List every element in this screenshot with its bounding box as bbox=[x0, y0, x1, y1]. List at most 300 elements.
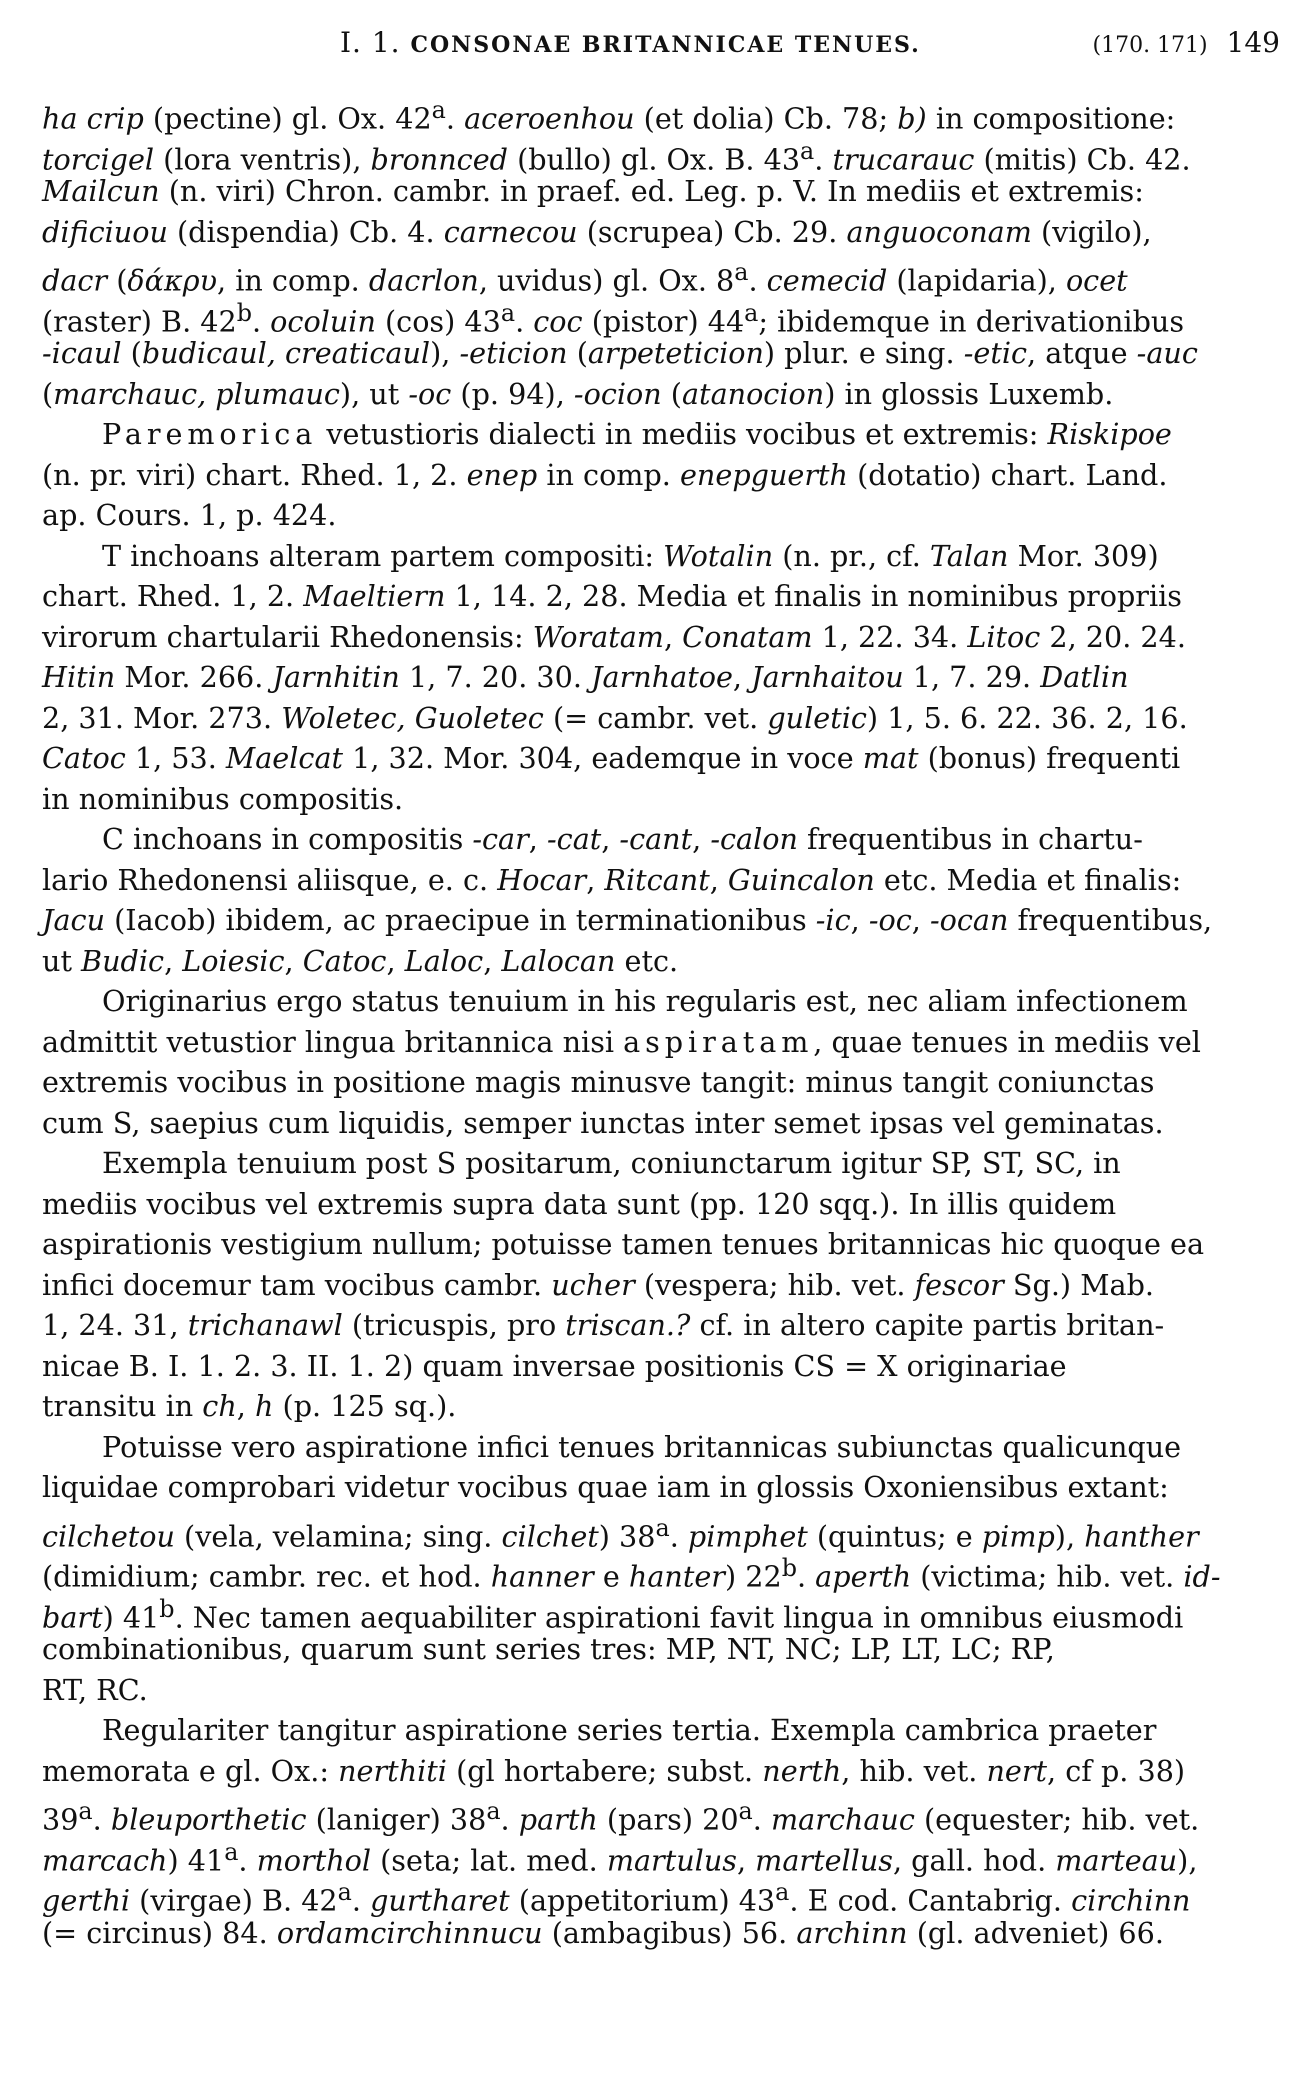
text-run: (virgae) B. 42 bbox=[130, 1883, 338, 1918]
folio-superscript: a bbox=[500, 298, 516, 327]
folio-superscript: a bbox=[486, 1797, 501, 1825]
text-run: T inchoans alteram partem compositi: bbox=[102, 538, 664, 573]
text-run: ) 38 bbox=[598, 1519, 656, 1554]
text-run: , in comp. bbox=[217, 263, 369, 298]
text-line bbox=[102, 536, 1282, 576]
text-run: (cos) 43 bbox=[375, 304, 501, 339]
italic-term: bronnced bbox=[370, 142, 509, 177]
italic-term: enepguerth bbox=[679, 457, 848, 492]
text-line bbox=[42, 1589, 1282, 1635]
folio-superscript: a bbox=[431, 96, 446, 124]
text-run: , bbox=[284, 943, 303, 978]
italic-term: Jacu bbox=[42, 903, 106, 937]
text-run: ), ut bbox=[339, 376, 409, 411]
folio-superscript: b bbox=[159, 1594, 175, 1623]
text-run: . bbox=[251, 304, 271, 339]
text-run: Exempla tenuium post S positarum, coniunctarum igitur SP, ST, SC, in bbox=[102, 1146, 1121, 1180]
italic-term: -oc bbox=[868, 903, 912, 937]
italic-term: Loiesic bbox=[182, 943, 285, 978]
text-run: in comp. bbox=[537, 457, 680, 492]
text-run: e bbox=[593, 1559, 629, 1594]
text-run: vetustioris dialecti in mediis vocibus et extremis: bbox=[317, 417, 1048, 451]
text-run: RT, RC. bbox=[42, 1672, 148, 1707]
section-heading: CONSONAE BRITANNICAE TENUES. bbox=[410, 32, 921, 58]
italic-term: marcach bbox=[42, 1843, 168, 1878]
text-line bbox=[42, 131, 1282, 177]
italic-term: -oc bbox=[408, 376, 452, 411]
text-line bbox=[42, 1022, 1282, 1062]
text-run: . bbox=[500, 1802, 519, 1837]
text-run: ( bbox=[567, 336, 588, 370]
italic-term: ha crip bbox=[42, 101, 144, 136]
text-run: ( bbox=[121, 336, 142, 370]
section-number: I. 1. bbox=[340, 26, 401, 59]
text-run: . bbox=[796, 1559, 816, 1594]
italic-term: cemecid bbox=[766, 263, 888, 298]
text-run: (gl hortabere; subst. bbox=[446, 1753, 763, 1788]
italic-term: dacr bbox=[42, 263, 108, 298]
text-run: (pars) 20 bbox=[597, 1802, 739, 1837]
text-line bbox=[42, 1629, 1282, 1669]
text-run: (vela, velamina; sing. bbox=[174, 1519, 502, 1554]
text-run: etc. bbox=[615, 943, 679, 978]
text-run: extremis vocibus in positione magis minusve tangit: minus tangit coniunctas bbox=[42, 1065, 1155, 1099]
text-run: . E cod. Cantabrig. bbox=[789, 1883, 1072, 1918]
text-run: ; ibidemque in derivationibus bbox=[758, 304, 1185, 339]
text-run: , bbox=[663, 619, 683, 654]
text-line bbox=[42, 212, 1282, 252]
text-run: . bbox=[669, 1519, 688, 1554]
italic-term: Maeltiern bbox=[303, 579, 446, 613]
text-run: ( bbox=[661, 376, 682, 411]
text-run: , bbox=[911, 903, 930, 937]
text-run: , bbox=[164, 943, 183, 978]
italic-term: atanocion bbox=[681, 376, 825, 411]
text-run: 39 bbox=[42, 1802, 79, 1837]
text-run: ), bbox=[430, 336, 460, 370]
text-run: . bbox=[351, 1883, 371, 1918]
text-run: (victima; hib. vet. bbox=[911, 1559, 1184, 1594]
italic-term: gurtharet bbox=[370, 1883, 510, 1918]
italic-term: carnecou bbox=[443, 214, 578, 249]
italic-term: -ocan bbox=[929, 903, 1009, 937]
italic-term: dificiuou bbox=[42, 214, 168, 249]
italic-term: martulus bbox=[606, 1843, 737, 1878]
text-run: nicae B. I. 1. 2. 3. II. 1. 2) quam inversae positionis CS = X originariae bbox=[42, 1348, 1067, 1383]
folio-superscript: a bbox=[775, 1878, 790, 1906]
text-run: , uvidus) gl. Ox. 8 bbox=[478, 263, 735, 298]
text-run: (laniger) 38 bbox=[306, 1802, 487, 1837]
text-run: , bbox=[736, 1843, 756, 1878]
text-line bbox=[42, 1386, 1282, 1426]
italic-term: ocet bbox=[1065, 263, 1128, 298]
italic-term: Lalocan bbox=[501, 943, 616, 978]
text-line bbox=[42, 374, 1282, 414]
text-run: memorata e gl. Ox.: bbox=[42, 1753, 339, 1788]
italic-term: aperth bbox=[815, 1559, 912, 1594]
text-run: . bbox=[92, 1802, 111, 1837]
italic-term: h bbox=[254, 1389, 274, 1423]
text-run: ) plur. e sing. bbox=[763, 336, 964, 370]
text-run: , gall. hod. bbox=[892, 1843, 1056, 1878]
text-run: (Iacob) ibidem, ac praecipue in terminationibus bbox=[105, 903, 816, 937]
italic-term: guletic bbox=[767, 700, 867, 735]
text-run: frequentibus in chartu- bbox=[797, 822, 1143, 856]
text-run: , bbox=[709, 862, 728, 897]
italic-term: Hitin bbox=[42, 660, 116, 694]
folio-superscript: a bbox=[734, 258, 749, 286]
text-run: (pectine) gl. Ox. 42 bbox=[143, 101, 432, 136]
italic-term: nert bbox=[986, 1753, 1048, 1788]
text-run: (bullo) gl. Ox. B. 43 bbox=[508, 142, 801, 177]
italic-term: ordamcirchinnucu bbox=[276, 1915, 543, 1950]
text-run: Regulariter tangitur aspiratione series tertia. Exempla cambrica praeter bbox=[102, 1713, 1157, 1747]
text-line bbox=[42, 1467, 1282, 1507]
text-line bbox=[42, 90, 1282, 136]
text-run: , cf p. 38) bbox=[1047, 1753, 1186, 1788]
folio-superscript: a bbox=[337, 1878, 352, 1906]
italic-term: aceroenhou bbox=[464, 101, 635, 136]
text-run: 2, 31. Mor. 273. bbox=[42, 700, 282, 735]
text-run: (tricuspis, pro bbox=[342, 1308, 566, 1342]
text-run: (p. 94), bbox=[451, 376, 574, 411]
italic-term: trichanawl bbox=[187, 1308, 343, 1342]
text-line bbox=[42, 1265, 1282, 1305]
text-run: liquidae comprobari videtur vocibus quae iam in glossis Oxoniensibus extant: bbox=[42, 1470, 1169, 1504]
text-run: (= cambr. vet. bbox=[543, 700, 768, 735]
italic-term: Budic bbox=[81, 943, 165, 978]
text-run: , bbox=[850, 903, 869, 937]
text-line bbox=[42, 1670, 1282, 1710]
italic-term: Datlin bbox=[1040, 660, 1129, 694]
text-run: Mor. 266. bbox=[115, 660, 273, 694]
text-run: ) 22 bbox=[724, 1559, 782, 1594]
text-run: (n. pr., cf. bbox=[773, 538, 930, 573]
text-line bbox=[42, 738, 1282, 778]
text-line bbox=[42, 576, 1282, 616]
text-line bbox=[42, 1548, 1282, 1594]
text-run: lario Rhedonensi aliisque, e. c. bbox=[42, 862, 498, 897]
italic-term: archinn bbox=[796, 1915, 908, 1950]
text-run: , quae tenues in mediis vel bbox=[813, 1024, 1201, 1059]
italic-term: martellus bbox=[755, 1843, 893, 1878]
text-run: in nominibus compositis. bbox=[42, 781, 404, 816]
text-run: (vespera; hib. vet. bbox=[634, 1267, 915, 1302]
text-run: 2, 20. 24. bbox=[1040, 619, 1186, 654]
italic-term: id- bbox=[1183, 1559, 1221, 1594]
italic-term: Jarnhaitou bbox=[751, 660, 904, 694]
italic-term: -car bbox=[472, 822, 529, 856]
folio-superscript: a bbox=[800, 136, 815, 165]
italic-term: pimp bbox=[981, 1519, 1055, 1554]
text-run: (et dolia) Cb. 78; bbox=[634, 101, 898, 136]
text-run: (gl. adveniet) 66. bbox=[907, 1915, 1164, 1950]
italic-term: Hocar bbox=[497, 862, 587, 897]
italic-term: arpeteticion bbox=[587, 336, 764, 370]
running-header bbox=[110, 26, 1280, 78]
italic-term: marteau bbox=[1055, 1843, 1178, 1878]
text-run: Sg.) Mab. bbox=[1003, 1267, 1155, 1302]
text-line bbox=[42, 941, 1282, 981]
spaced-term: Paremorica bbox=[102, 417, 318, 451]
italic-term: -calon bbox=[710, 822, 798, 856]
text-line bbox=[42, 1103, 1282, 1143]
text-run: (dispendia) Cb. 4. bbox=[167, 214, 444, 249]
text-run: (vigilo), bbox=[1031, 214, 1152, 249]
italic-term: Ritcant bbox=[604, 862, 710, 897]
folio-superscript: a bbox=[224, 1837, 239, 1866]
text-line bbox=[42, 1508, 1282, 1554]
text-run: ( bbox=[107, 263, 128, 298]
italic-term: Jarnhatoe bbox=[591, 660, 733, 694]
text-line bbox=[42, 293, 1282, 339]
text-line bbox=[42, 1305, 1282, 1345]
text-line bbox=[102, 1143, 1282, 1183]
text-line bbox=[42, 1751, 1282, 1791]
text-run: (appetitorium) 43 bbox=[509, 1883, 776, 1918]
text-run: (ambagibus) 56. bbox=[542, 1915, 797, 1950]
italic-term: -cat bbox=[546, 822, 602, 856]
italic-term: bleuporthetic bbox=[110, 1802, 307, 1837]
italic-term: dacrlon bbox=[368, 263, 479, 298]
text-line bbox=[42, 860, 1282, 900]
text-run: ), bbox=[1054, 1519, 1085, 1554]
italic-term: hanter bbox=[628, 1559, 725, 1594]
text-run: cum S, saepius cum liquidis, semper iunctas inter semet ipsas vel geminatas. bbox=[42, 1105, 1164, 1140]
text-run: 1, 32. Mor. 304, eademque in voce bbox=[343, 741, 863, 775]
text-run: (quintus; e bbox=[807, 1519, 982, 1554]
folio-superscript: a bbox=[78, 1797, 93, 1825]
text-run: mediis vocibus vel extremis supra data sunt (pp. 120 sqq.). In illis quidem bbox=[42, 1186, 1117, 1221]
italic-term: morthol bbox=[256, 1843, 372, 1878]
text-line bbox=[42, 617, 1282, 657]
text-run: etc. Media et finalis: bbox=[874, 862, 1182, 897]
italic-term: -cant bbox=[619, 822, 693, 856]
italic-term: nerthiti bbox=[338, 1753, 447, 1788]
text-run: (seta; lat. med. bbox=[371, 1843, 607, 1878]
italic-term: cilchet bbox=[501, 1519, 599, 1554]
italic-term: Riskipoe bbox=[1047, 417, 1172, 451]
italic-term: Guincalon bbox=[727, 862, 875, 897]
italic-term: Talan bbox=[929, 538, 1009, 573]
page-reference bbox=[1093, 26, 1281, 59]
text-run: , atque bbox=[1027, 336, 1137, 370]
italic-term: enep bbox=[466, 457, 538, 492]
folio-superscript: b bbox=[781, 1554, 797, 1582]
text-run: , bbox=[732, 660, 752, 694]
italic-term: hanther bbox=[1084, 1519, 1199, 1554]
text-line bbox=[42, 900, 1282, 940]
text-run: combinationibus, quarum sunt series tres: MP, NT, NC; LP, LT, LC; RP, bbox=[42, 1632, 1055, 1666]
column-reference: (170. 171) bbox=[1092, 33, 1208, 58]
italic-term: marchauc bbox=[770, 1802, 915, 1837]
text-run: ) 1, 5. 6. 22. 36. 2, 16. bbox=[866, 700, 1188, 735]
text-line bbox=[42, 333, 1282, 373]
text-run: aspirationis vestigium nullum; potuisse tamen tenues britannicas hic quoque ea bbox=[42, 1227, 1205, 1261]
italic-term: budicaul, creaticaul bbox=[141, 336, 431, 370]
text-run: frequentibus, bbox=[1008, 903, 1213, 937]
text-run: ) in glossis Luxemb. bbox=[824, 376, 1114, 411]
text-run: Originarius ergo status tenuium in his regularis est, nec aliam infectionem bbox=[102, 984, 1188, 1018]
text-run: (pistor) 44 bbox=[582, 304, 745, 339]
spaced-term: aspiratam bbox=[623, 1024, 814, 1059]
text-run: virorum chartularii Rhedonensis: bbox=[42, 619, 533, 654]
italic-term: -ocion bbox=[573, 376, 662, 411]
text-run: Potuisse vero aspiratione infici tenues britannicas subiunctas qualicunque bbox=[102, 1429, 1182, 1464]
italic-term: Catoc bbox=[42, 741, 126, 775]
text-run: (dotatio) chart. Land. bbox=[847, 457, 1168, 492]
text-run: (scrupea) Cb. 29. bbox=[577, 214, 847, 249]
italic-term: Laloc bbox=[404, 943, 484, 978]
text-run: ap. Cours. 1, p. 424. bbox=[42, 498, 337, 532]
text-line bbox=[42, 1872, 1282, 1918]
italic-term: -etic bbox=[963, 336, 1028, 370]
italic-term: anguoconam bbox=[846, 214, 1032, 249]
italic-term: -ic bbox=[815, 903, 851, 937]
text-run: 1, 7. 20. 30. bbox=[399, 660, 592, 694]
text-run: in compositione: bbox=[926, 101, 1176, 136]
text-run: (bonus) frequenti bbox=[918, 741, 1181, 775]
italic-term: Woletec, Guoletec bbox=[281, 700, 544, 735]
text-run: 1, 7. 29. bbox=[903, 660, 1041, 694]
text-line bbox=[42, 1062, 1282, 1102]
italic-term: ucher bbox=[551, 1267, 635, 1302]
italic-term: -eticion bbox=[459, 336, 568, 370]
text-run: (lapidaria), bbox=[887, 263, 1066, 298]
text-run: ) 41 bbox=[102, 1600, 160, 1635]
text-line bbox=[42, 657, 1282, 697]
italic-term: -icaul bbox=[42, 336, 122, 370]
text-line bbox=[102, 981, 1282, 1021]
text-run: (n. viri) Chron. cambr. in praef. ed. Leg. p. V. In mediis et extremis: bbox=[159, 174, 1144, 208]
text-line bbox=[42, 1346, 1282, 1386]
text-run: (mitis) Cb. 42. bbox=[974, 142, 1191, 177]
text-run: , bbox=[386, 943, 405, 978]
text-run: ), bbox=[1177, 1843, 1198, 1878]
italic-term: Catoc bbox=[302, 943, 387, 978]
text-run: 1, 22. 34. bbox=[812, 619, 968, 654]
italic-term: gerthi bbox=[42, 1883, 131, 1918]
section-title bbox=[340, 26, 921, 59]
text-run: (n. pr. viri) chart. Rhed. 1, 2. bbox=[42, 457, 467, 492]
text-line bbox=[42, 252, 1282, 298]
italic-term: nerth bbox=[762, 1753, 842, 1788]
text-run: Mor. 309) bbox=[1008, 538, 1159, 573]
italic-term: torcigel bbox=[42, 142, 155, 177]
text-line bbox=[42, 171, 1282, 211]
folio-superscript: a bbox=[655, 1513, 670, 1542]
text-line bbox=[42, 495, 1282, 535]
text-line bbox=[102, 1710, 1282, 1750]
italic-term: trucarauc bbox=[832, 142, 975, 177]
text-run: , bbox=[692, 822, 711, 856]
text-run: ( bbox=[42, 376, 54, 411]
italic-term: circhinn bbox=[1071, 1883, 1191, 1918]
italic-term: ch bbox=[202, 1389, 237, 1423]
text-run: . bbox=[515, 304, 534, 339]
text-run: (p. 125 sq.). bbox=[273, 1389, 457, 1423]
italic-term: b) bbox=[897, 101, 927, 136]
italic-term: Litoc bbox=[967, 619, 1041, 654]
text-run: , hib. vet. bbox=[841, 1753, 987, 1788]
folio-superscript: a bbox=[738, 1797, 753, 1825]
folio-superscript: a bbox=[744, 298, 759, 327]
text-run: , bbox=[586, 862, 605, 897]
italic-term: pimphet bbox=[687, 1519, 808, 1554]
text-run: , bbox=[528, 822, 547, 856]
text-run: ut bbox=[42, 943, 82, 978]
text-line bbox=[102, 819, 1282, 859]
text-run: ) 41 bbox=[167, 1843, 225, 1878]
text-run: (= circinus) 84. bbox=[42, 1915, 277, 1950]
italic-term: Maelcat bbox=[225, 741, 344, 775]
italic-term: hanner bbox=[490, 1559, 594, 1594]
text-run: chart. Rhed. 1, 2. bbox=[42, 579, 304, 613]
text-run: 1, 14. 2, 28. Media et finalis in nominibus propriis bbox=[445, 579, 1182, 613]
text-run: transitu in bbox=[42, 1389, 203, 1423]
italic-term: Conatam bbox=[682, 619, 813, 654]
italic-term: mat bbox=[862, 741, 919, 775]
text-line bbox=[42, 1224, 1282, 1264]
text-line bbox=[42, 698, 1282, 738]
text-line bbox=[102, 1427, 1282, 1467]
text-run: (raster) B. 42 bbox=[42, 304, 237, 339]
italic-term: Mailcun bbox=[42, 174, 160, 208]
italic-term: fescor bbox=[914, 1267, 1004, 1302]
text-run: 1, 24. 31, bbox=[42, 1308, 188, 1342]
text-run: (lora ventris), bbox=[154, 142, 371, 177]
italic-term: parth bbox=[518, 1802, 598, 1837]
text-run: . bbox=[238, 1843, 257, 1878]
text-line bbox=[102, 414, 1282, 454]
text-line bbox=[42, 1184, 1282, 1224]
text-run: , bbox=[483, 943, 502, 978]
text-run: . bbox=[752, 1802, 771, 1837]
text-run: 1, 53. bbox=[125, 741, 226, 775]
page-number: 149 bbox=[1226, 26, 1280, 59]
italic-term: Woratam bbox=[532, 619, 664, 654]
text-run: , bbox=[601, 822, 620, 856]
italic-term: δάκρυ bbox=[127, 263, 218, 298]
text-run: infici docemur tam vocibus cambr. bbox=[42, 1267, 552, 1302]
text-run: admittit vetustior lingua britannica nisi bbox=[42, 1024, 624, 1059]
text-line bbox=[42, 1913, 1282, 1953]
text-line bbox=[42, 779, 1282, 819]
text-run: . Nec tamen aequabiliter aspirationi favit lingua in omnibus eiusmodi bbox=[174, 1600, 1184, 1635]
italic-term: triscan.? bbox=[565, 1308, 691, 1342]
text-run: . bbox=[445, 101, 465, 136]
text-run: . bbox=[814, 142, 833, 177]
italic-term: coc bbox=[533, 304, 583, 339]
italic-term: Wotalin bbox=[663, 538, 774, 573]
text-run: . bbox=[748, 263, 767, 298]
text-run: (dimidium; cambr. rec. et hod. bbox=[42, 1559, 491, 1594]
text-line bbox=[42, 455, 1282, 495]
text-line bbox=[42, 1791, 1282, 1837]
text-line bbox=[42, 1832, 1282, 1878]
text-run: C inchoans in compositis bbox=[102, 822, 473, 856]
text-run: cf. in altero capite partis britan- bbox=[690, 1308, 1165, 1342]
italic-term: bart bbox=[42, 1600, 103, 1635]
italic-term: Jarnhitin bbox=[272, 660, 400, 694]
italic-term: marchauc, plumauc bbox=[53, 376, 340, 411]
italic-term: cilchetou bbox=[42, 1519, 175, 1554]
text-run: , bbox=[236, 1389, 255, 1423]
folio-superscript: b bbox=[236, 298, 252, 327]
italic-term: ocoluin bbox=[270, 304, 376, 339]
italic-term: -auc bbox=[1136, 336, 1198, 370]
text-run: (equester; hib. vet. bbox=[914, 1802, 1200, 1837]
